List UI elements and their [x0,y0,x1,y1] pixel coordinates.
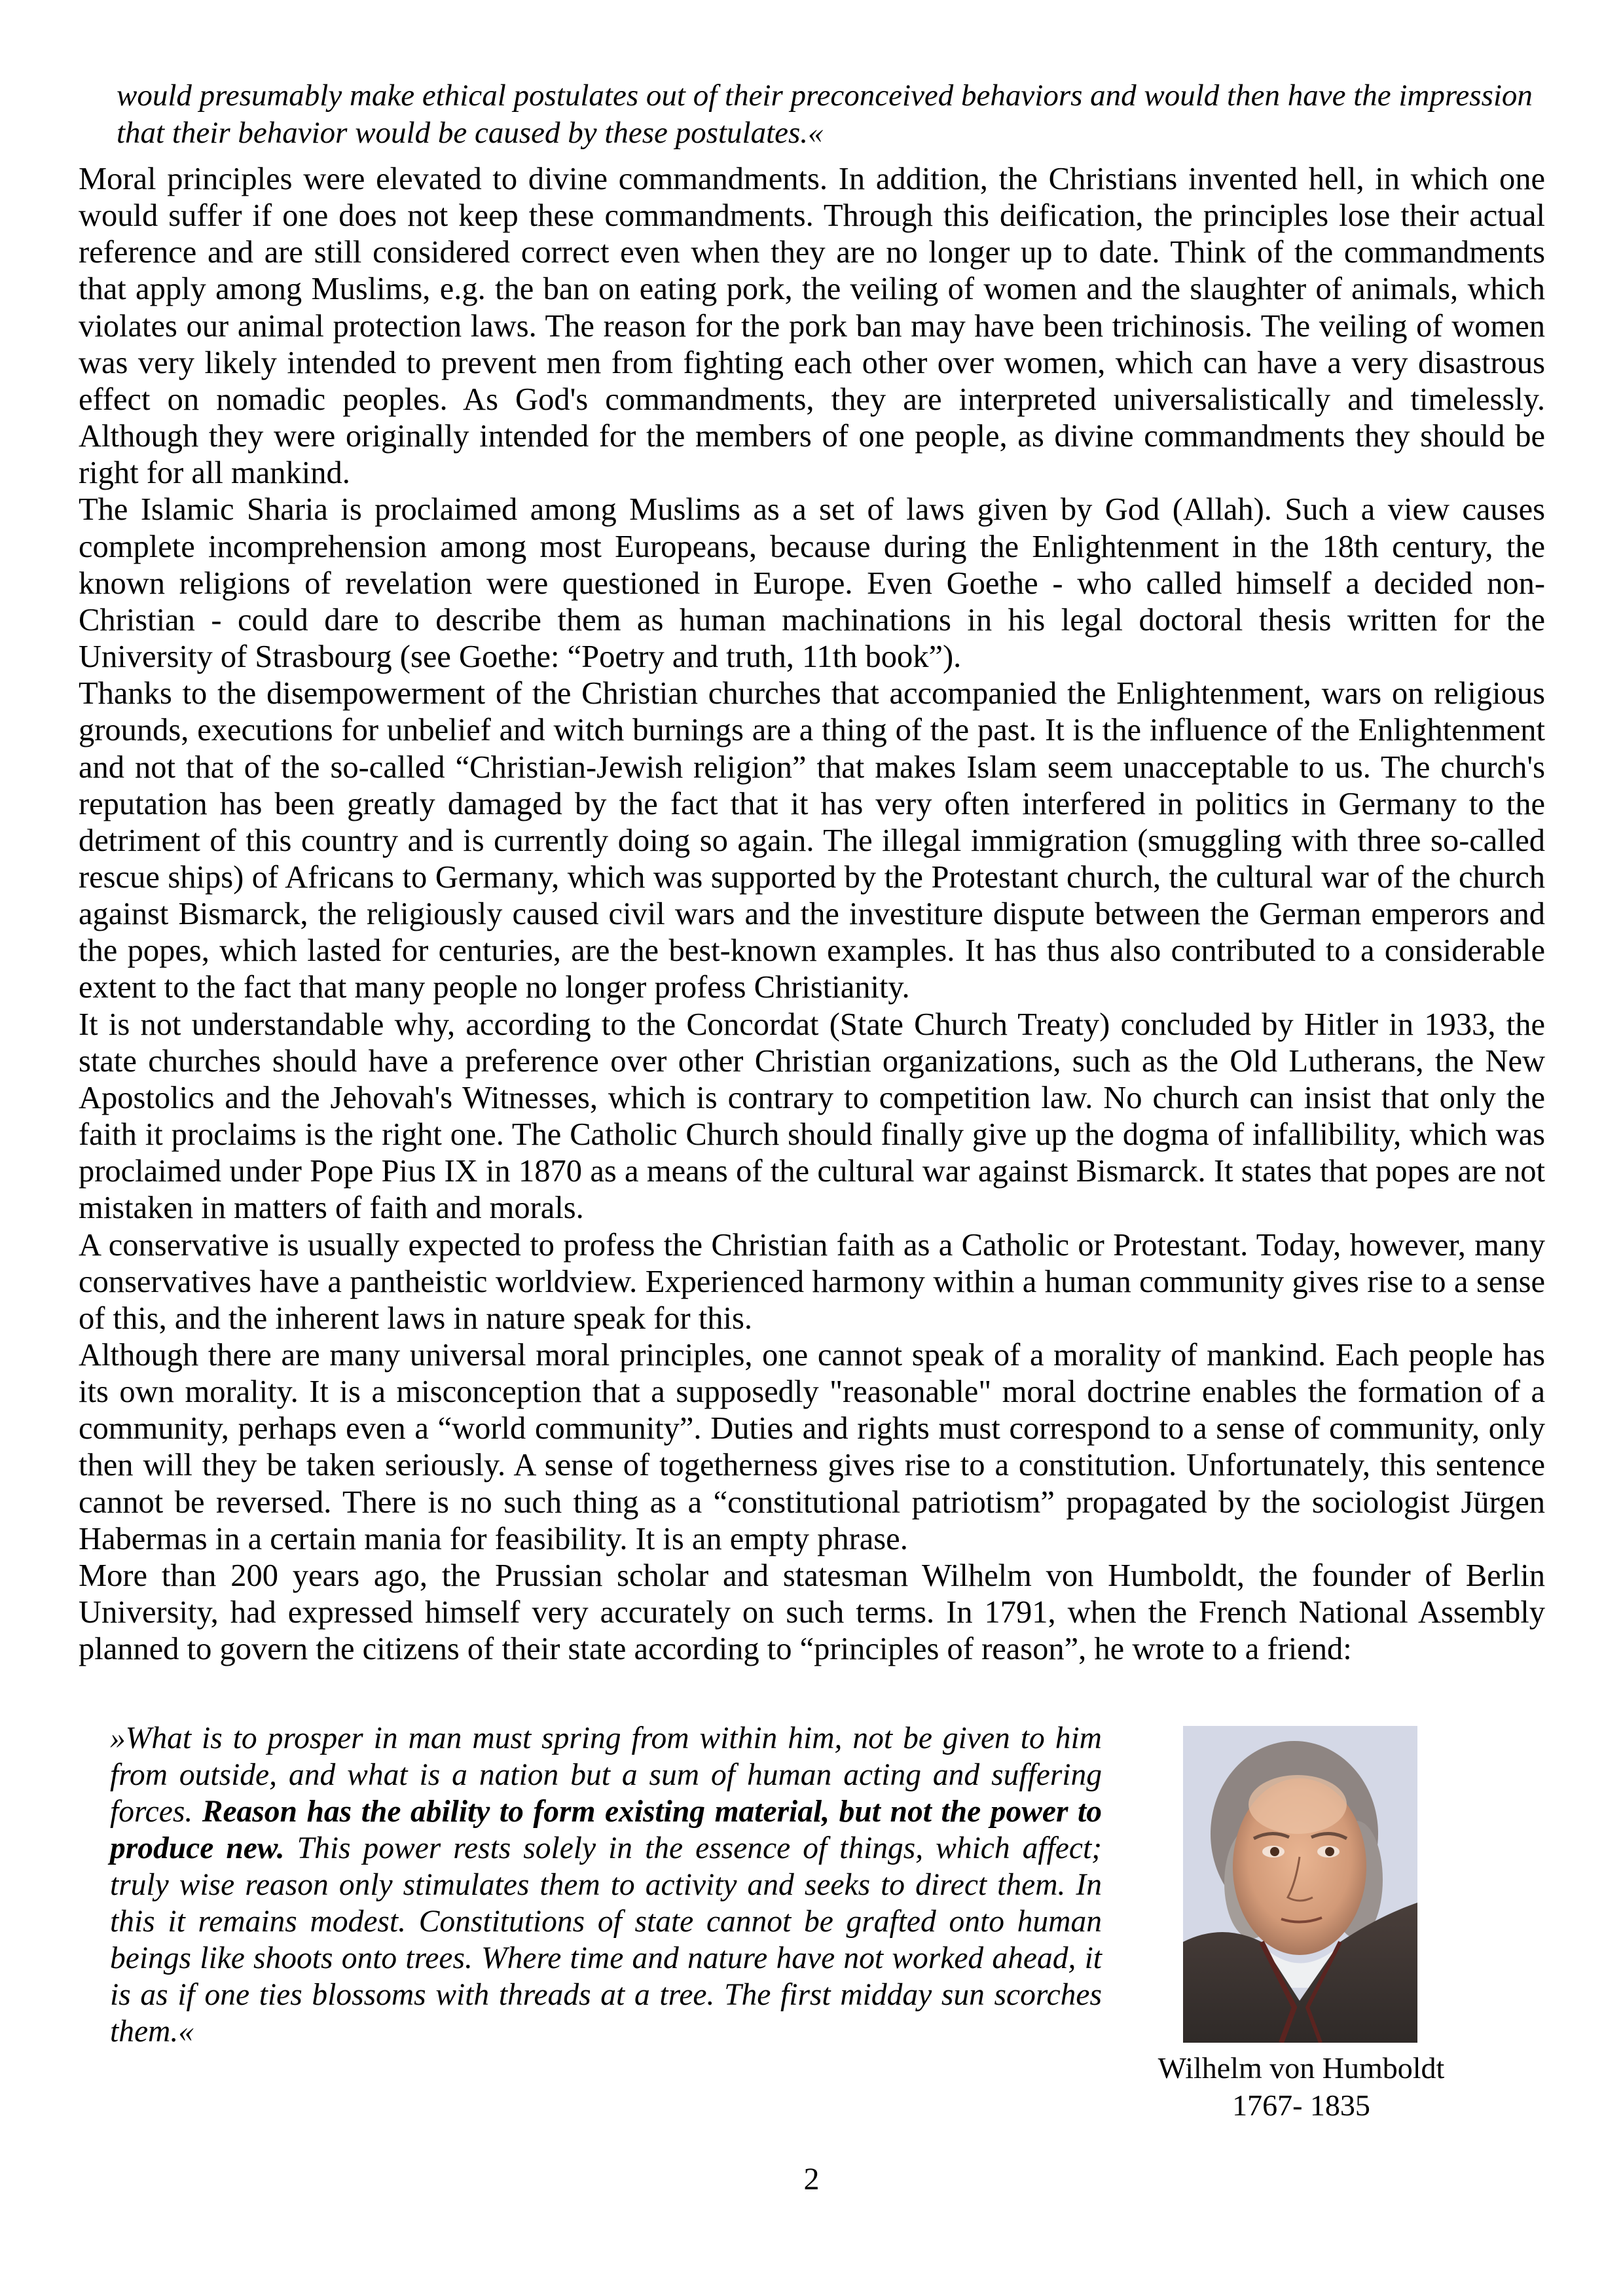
quote-part-2: This power rests solely in the essence of things, which affect; truly wise reason only stimulates them to activity and seeks to direct them. In this it remains modest. Constitutions of state cannot be grafted onto human beings like shoots onto trees. Where time and nature have not worked ahead, it is as if one ties blossoms with threads at a tree. The first midday sun scorches them.« [110,1831,1102,2049]
paragraph-islamic-sharia: The Islamic Sharia is proclaimed among Muslims as a set of laws given by God (Allah). Such a view causes complete incomprehension among most Europeans, because during the Enlightenment in the 18th century, the known religions of revelation were questioned in Europe. Even Goethe - who called himself a decided non-Christian - could dare to describe them as human machinations in his legal doctoral thesis written for the University of Strasbourg (see Goethe: “Poetry and truth, 11th book”). [79,492,1545,675]
paragraph-humboldt-intro: More than 200 years ago, the Prussian scholar and statesman Wilhelm von Humboldt, the founder of Berlin University, had expressed himself very accurately on such terms. In 1791, when the French National Assembly planned to govern the citizens of their state according to “principles of reason”, he wrote to a friend: [79,1558,1545,1667]
portrait-caption [1139,2049,1463,2124]
humboldt-portrait-icon [1183,1726,1417,2043]
paragraph-disempowerment: Thanks to the disempowerment of the Christian churches that accompanied the Enlightenment, wars on religious grounds, executions for unbelief and witch burnings are a thing of the past. It is the influence of the Enlightenment and not that of the so-called “Christian-Jewish religion” that makes Islam seem unacceptable to us. The church's reputation has been greatly damaged by the fact that it has very often interfered in politics in Germany to the detriment of this country and is currently doing so again. The illegal immigration (smuggling with three so-called rescue ships) of Africans to Germany, which was supported by the Protestant church, the cultural war of the church against Bismarck, the religiously caused civil wars and the investiture dispute between the German emperors and the popes, which lasted for centuries, are the best-known examples. It has thus also contributed to a considerable extent to the fact that many people no longer profess Christianity. [79,676,1545,1005]
caption-name: Wilhelm von Humboldt [1158,2051,1445,2085]
paragraph-conservative: A conservative is usually expected to profess the Christian faith as a Catholic or Protestant. Today, however, many conservatives have a pantheistic worldview. Experienced harmony within a human community gives rise to a sense of this, and the inherent laws in nature speak for this. [79,1227,1545,1336]
paragraph-morality: Although there are many universal moral principles, one cannot speak of a morality of mankind. Each people has its own morality. It is a misconception that a supposedly "reasonable" moral doctrine enables the formation of a community, perhaps even a “world community”. Duties and rights must correspond to a sense of community, only then will they be taken seriously. A sense of togetherness gives rise to a constitution. Unfortunately, this sentence cannot be reversed. There is no such thing as a “constitutional patriotism” propagated by the sociologist Jürgen Habermas in a certain mania for feasibility. It is an empty phrase. [79,1338,1545,1556]
body-text [79,161,1545,1668]
portrait-image [1183,1726,1417,2043]
quote-part-1: »What is to prosper in man must spring from within him, not be given to him from outside, and what is a nation but a sum of human acting and suffering forces. [110,1721,1102,1829]
paragraph-concordat: It is not understandable why, according to the Concordat (State Church Treaty) concluded by Hitler in 1933, the state churches should have a preference over other Christian organizations, such as the Old Lutherans, the New Apostolics and the Jehovah's Witnesses, which is contrary to competition law. No church can insist that only the faith it proclaims is the right one. The Catholic Church should finally give up the dogma of infallibility, which was proclaimed under Pope Pius IX in 1870 as a means of the cultural war against Bismarck. It states that popes are not mistaken in matters of faith and morals. [79,1007,1545,1226]
page-number: 2 [803,2162,820,2197]
portrait-figure [1139,1726,1463,2124]
quote-bold-emphasis: Reason has the ability to form existing material, but not the power to produce new. [110,1795,1103,1865]
caption-dates: 1767- 1835 [1232,2089,1370,2122]
humboldt-quote [110,1720,1102,2050]
paragraph-moral-principles: Moral principles were elevated to divine commandments. In addition, the Christians invented hell, in which one would suffer if one does not keep these commandments. Through this deification, the principles lose their actual reference and are still considered correct even when they are no longer up to date. Think of the commandments that apply among Muslims, e.g. the ban on eating pork, the veiling of women and the slaughter of animals, which violates our animal protection laws. The reason for the pork ban may have been trichinosis. The veiling of women was very likely intended to prevent men from fighting each other over women, which can have a very disastrous effect on nomadic peoples. As God's commandments, they are interpreted universalistically and timelessly. Although they were originally intended for the members of one people, as divine commandments they should be right for all mankind. [79,162,1545,491]
intro-quote: would presumably make ethical postulates out of their preconceived behaviors and would then have the impression that their behavior would be caused by these postulates.« [117,79,1533,150]
